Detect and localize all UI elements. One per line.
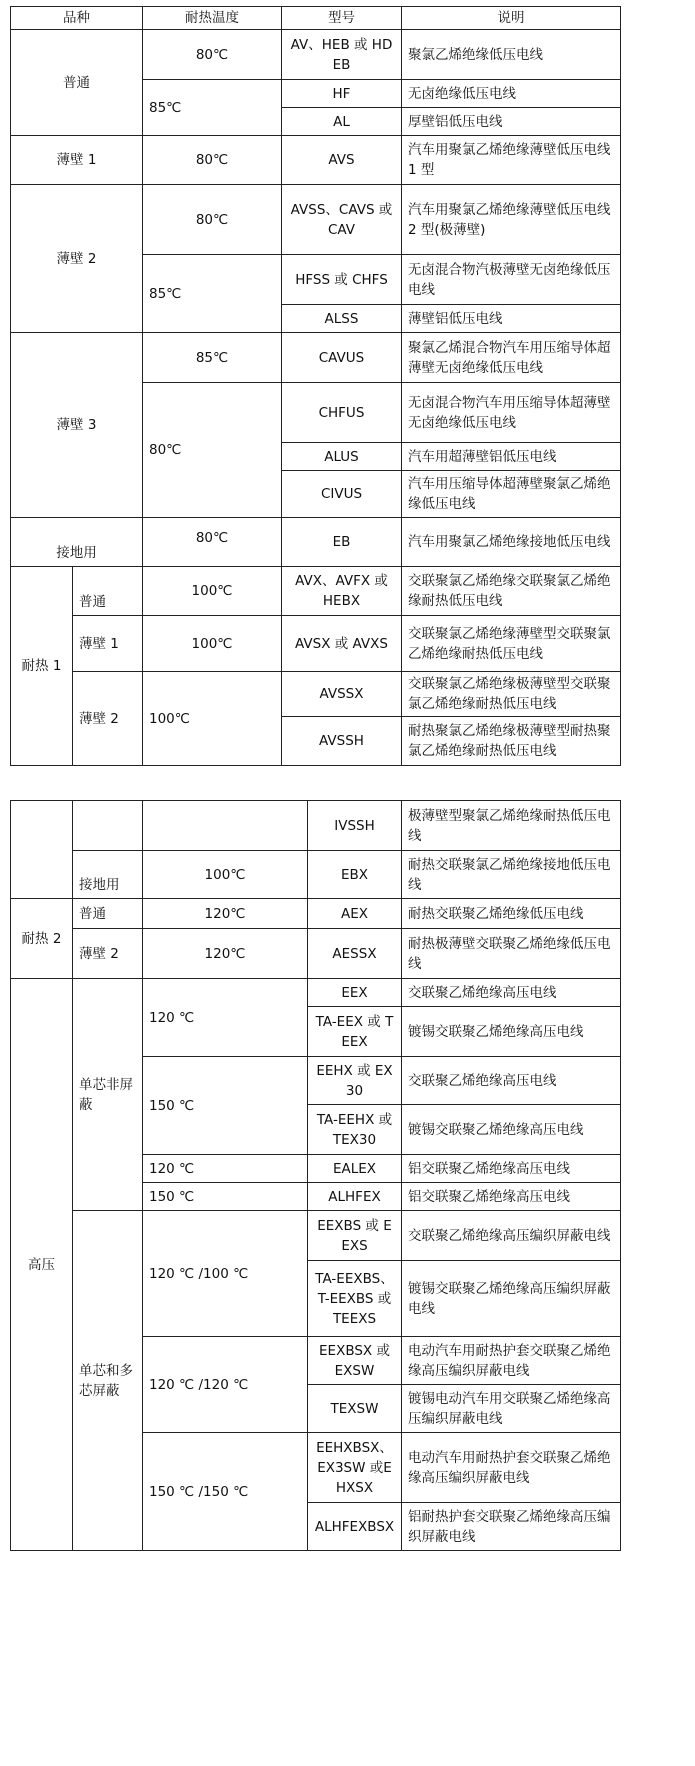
desc-cell: 镀锡交联聚乙烯绝缘高压编织屏蔽电线 [402, 1261, 621, 1337]
desc-cell: 汽车用超薄壁铝低压电线 [402, 443, 621, 471]
temp-cell: 120 ℃ [143, 1155, 308, 1183]
table-row [11, 979, 621, 1007]
temp-cell: 120℃ [143, 929, 308, 979]
table-row [11, 136, 621, 185]
model-cell: AL [282, 108, 402, 136]
desc-cell: 交联聚乙烯绝缘高压编织屏蔽电线 [402, 1211, 621, 1261]
category-cell: 薄壁 3 [11, 333, 143, 518]
desc-cell: 铝耐热护套交联聚乙烯绝缘高压编织屏蔽电线 [402, 1503, 621, 1551]
desc-cell: 电动汽车用耐热护套交联聚乙烯绝缘高压编织屏蔽电线 [402, 1337, 621, 1385]
model-cell: AVSS、CAVS 或 CAV [282, 185, 402, 255]
subcategory-cell: 单芯和多芯屏蔽 [73, 1211, 143, 1551]
desc-cell: 耐热交联聚氯乙烯绝缘接地低压电线 [402, 851, 621, 899]
model-cell: AVS [282, 136, 402, 185]
temp-cell: 100℃ [143, 851, 308, 899]
temp-cell: 100℃ [143, 567, 282, 616]
temp-cell: 100℃ [143, 672, 282, 766]
table-row [11, 30, 621, 80]
desc-cell: 极薄壁型聚氯乙烯绝缘耐热低压电线 [402, 801, 621, 851]
temp-cell: 100℃ [143, 616, 282, 672]
model-cell: CAVUS [282, 333, 402, 383]
model-cell: EB [282, 518, 402, 567]
category-cell: 接地用 [11, 518, 143, 567]
table-row [11, 1211, 621, 1261]
temp-cell: 80℃ [143, 30, 282, 80]
subcategory-cell: 普通 [73, 899, 143, 929]
header-model: 型号 [282, 7, 402, 30]
model-cell: AV、HEB 或 HDEB [282, 30, 402, 80]
table-row [11, 672, 621, 717]
desc-cell: 交联聚氯乙烯绝缘极薄壁型交联聚氯乙烯绝缘耐热低压电线 [402, 672, 621, 717]
subcategory-cell: 薄壁 2 [73, 672, 143, 766]
model-cell: ALHFEX [308, 1183, 402, 1211]
desc-cell: 聚氯乙烯混合物汽车用压缩导体超薄壁无卤绝缘低压电线 [402, 333, 621, 383]
model-cell: AVSSX [282, 672, 402, 717]
desc-cell: 耐热聚氯乙烯绝缘极薄壁型耐热聚氯乙烯绝缘耐热低压电线 [402, 717, 621, 766]
desc-cell: 铝交联聚乙烯绝缘高压电线 [402, 1183, 621, 1211]
desc-cell: 交联聚乙烯绝缘高压电线 [402, 1057, 621, 1105]
category-cell: 普通 [11, 30, 143, 136]
desc-cell: 无卤混合物汽车用压缩导体超薄壁无卤绝缘低压电线 [402, 383, 621, 443]
subcategory-cell: 单芯非屏蔽 [73, 979, 143, 1211]
desc-cell: 镀锡电动汽车用交联聚乙烯绝缘高压编织屏蔽电线 [402, 1385, 621, 1433]
temp-cell: 120 ℃ /100 ℃ [143, 1211, 308, 1337]
temp-cell: 150 ℃ [143, 1183, 308, 1211]
desc-cell: 交联聚氯乙烯绝缘薄壁型交联聚氯乙烯绝缘耐热低压电线 [402, 616, 621, 672]
subcategory-cell: 普通 [73, 567, 143, 616]
table-row [11, 899, 621, 929]
category-cell: 耐热 2 [11, 899, 73, 979]
desc-cell: 无卤绝缘低压电线 [402, 80, 621, 108]
desc-cell: 汽车用聚氯乙烯绝缘薄壁低压电线 2 型(极薄壁) [402, 185, 621, 255]
model-cell: TEXSW [308, 1385, 402, 1433]
model-cell: EEHXBSX、EX3SW 或EHXSX [308, 1433, 402, 1503]
model-cell: EEXBSX 或 EXSW [308, 1337, 402, 1385]
category-cell: 耐热 1 [11, 567, 73, 766]
model-cell: AVSX 或 AVXS [282, 616, 402, 672]
model-cell: EALEX [308, 1155, 402, 1183]
category-cell: 薄壁 2 [11, 185, 143, 333]
temp-cell: 80℃ [143, 518, 282, 567]
model-cell: TA-EEXBS、T-EEXBS 或TEEXS [308, 1261, 402, 1337]
table-row [11, 851, 621, 899]
desc-cell: 交联聚氯乙烯绝缘交联聚氯乙烯绝缘耐热低压电线 [402, 567, 621, 616]
temp-cell: 150 ℃ /150 ℃ [143, 1433, 308, 1551]
model-cell: EEX [308, 979, 402, 1007]
header-type: 品种 [11, 7, 143, 30]
model-cell: ALHFEXBSX [308, 1503, 402, 1551]
wire-table-part-1 [10, 6, 621, 766]
model-cell: HFSS 或 CHFS [282, 255, 402, 305]
model-cell: AEX [308, 899, 402, 929]
table-row [11, 801, 621, 851]
model-cell: CHFUS [282, 383, 402, 443]
model-cell: EEHX 或 EX30 [308, 1057, 402, 1105]
desc-cell: 交联聚乙烯绝缘高压电线 [402, 979, 621, 1007]
table-row [11, 185, 621, 255]
model-cell: TA-EEHX 或TEX30 [308, 1105, 402, 1155]
desc-cell: 耐热交联聚乙烯绝缘低压电线 [402, 899, 621, 929]
model-cell: ALSS [282, 305, 402, 333]
temp-cell: 120 ℃ /120 ℃ [143, 1337, 308, 1433]
temp-cell [143, 801, 308, 851]
model-cell: AVSSH [282, 717, 402, 766]
table-row [11, 616, 621, 672]
category-cell [11, 801, 73, 899]
temp-cell: 120℃ [143, 899, 308, 929]
desc-cell: 无卤混合物汽极薄壁无卤绝缘低压电线 [402, 255, 621, 305]
category-cell: 高压 [11, 979, 73, 1551]
table-row [11, 333, 621, 383]
temp-cell: 85℃ [143, 333, 282, 383]
header-row [11, 7, 621, 30]
temp-cell: 85℃ [143, 80, 282, 136]
desc-cell: 厚壁铝低压电线 [402, 108, 621, 136]
temp-cell: 80℃ [143, 383, 282, 518]
desc-cell: 汽车用聚氯乙烯绝缘薄壁低压电线 1 型 [402, 136, 621, 185]
table-row [11, 567, 621, 616]
model-cell: EEXBS 或 EEXS [308, 1211, 402, 1261]
desc-cell: 汽车用压缩导体超薄壁聚氯乙烯绝缘低压电线 [402, 471, 621, 518]
model-cell: EBX [308, 851, 402, 899]
model-cell: AESSX [308, 929, 402, 979]
desc-cell: 铝交联聚乙烯绝缘高压电线 [402, 1155, 621, 1183]
temp-cell: 80℃ [143, 185, 282, 255]
temp-cell: 80℃ [143, 136, 282, 185]
desc-cell: 薄壁铝低压电线 [402, 305, 621, 333]
category-cell: 薄壁 1 [11, 136, 143, 185]
header-temp: 耐热温度 [143, 7, 282, 30]
subcategory-cell: 薄壁 2 [73, 929, 143, 979]
subcategory-cell: 薄壁 1 [73, 616, 143, 672]
table-row [11, 518, 621, 567]
desc-cell: 镀锡交联聚乙烯绝缘高压电线 [402, 1105, 621, 1155]
desc-cell: 电动汽车用耐热护套交联聚乙烯绝缘高压编织屏蔽电线 [402, 1433, 621, 1503]
desc-cell: 聚氯乙烯绝缘低压电线 [402, 30, 621, 80]
model-cell: TA-EEX 或 TEEX [308, 1007, 402, 1057]
desc-cell: 汽车用聚氯乙烯绝缘接地低压电线 [402, 518, 621, 567]
desc-cell: 耐热极薄壁交联聚乙烯绝缘低压电线 [402, 929, 621, 979]
model-cell: AVX、AVFX 或 HEBX [282, 567, 402, 616]
model-cell: ALUS [282, 443, 402, 471]
header-desc: 说明 [402, 7, 621, 30]
temp-cell: 85℃ [143, 255, 282, 333]
subcategory-cell: 接地用 [73, 851, 143, 899]
model-cell: CIVUS [282, 471, 402, 518]
subcategory-cell [73, 801, 143, 851]
temp-cell: 150 ℃ [143, 1057, 308, 1155]
wire-table-part-2 [10, 800, 621, 1551]
model-cell: HF [282, 80, 402, 108]
desc-cell: 镀锡交联聚乙烯绝缘高压电线 [402, 1007, 621, 1057]
temp-cell: 120 ℃ [143, 979, 308, 1057]
table-row [11, 929, 621, 979]
model-cell: IVSSH [308, 801, 402, 851]
